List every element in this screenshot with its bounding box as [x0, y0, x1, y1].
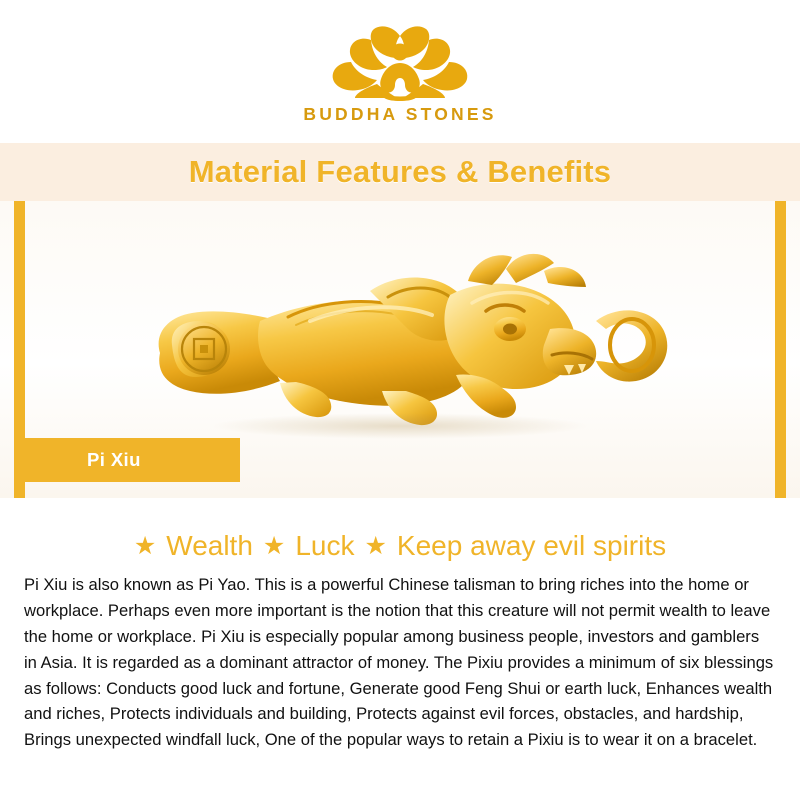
lotus-meditation-figure-icon — [325, 22, 475, 102]
benefit-item-evil-spirits: Keep away evil spirits — [396, 530, 667, 561]
description-paragraph: Pi Xiu is also known as Pi Yao. This is a powerful Chinese talisman to bring riches into the home or workplace. Perhaps even more important is the notion that this creature will not permit wealth to leave the home or workplace. Pi Xiu is especially popular among business people, investors and gamblers in Asia. It is regarded as a dominant attractor of money. The Pixiu provides a minimum of six blessings as follows: Conducts good luck and fortune, Generate good Feng Shui or earth luck, Enhances wealth and riches, Protects individuals and building, Protects against evil forces, obstacles, and hardship, Brings unexpected windfall luck, One of the popular ways to retain a Pixiu is to wear it on a bracelet. — [24, 575, 774, 750]
body-section — [0, 498, 800, 753]
corner-frame-middle-right — [655, 200, 786, 500]
product-caption-tab — [25, 438, 240, 482]
benefit-item-luck: Luck — [295, 530, 355, 561]
star-icon: ★ — [364, 531, 387, 560]
benefit-item-wealth: Wealth — [166, 530, 253, 561]
page-title: Material Features & Benefits — [188, 154, 612, 189]
product-caption-label: Pi Xiu — [87, 449, 141, 470]
brand-header — [0, 0, 800, 143]
title-band — [0, 143, 800, 201]
star-icon: ★ — [133, 531, 157, 560]
pixiu-illustration — [120, 225, 680, 475]
star-icon: ★ — [262, 531, 286, 560]
brand-name: BUDDHA STONES — [303, 104, 497, 124]
product-shadow — [210, 413, 590, 439]
benefits-headline — [22, 530, 778, 562]
